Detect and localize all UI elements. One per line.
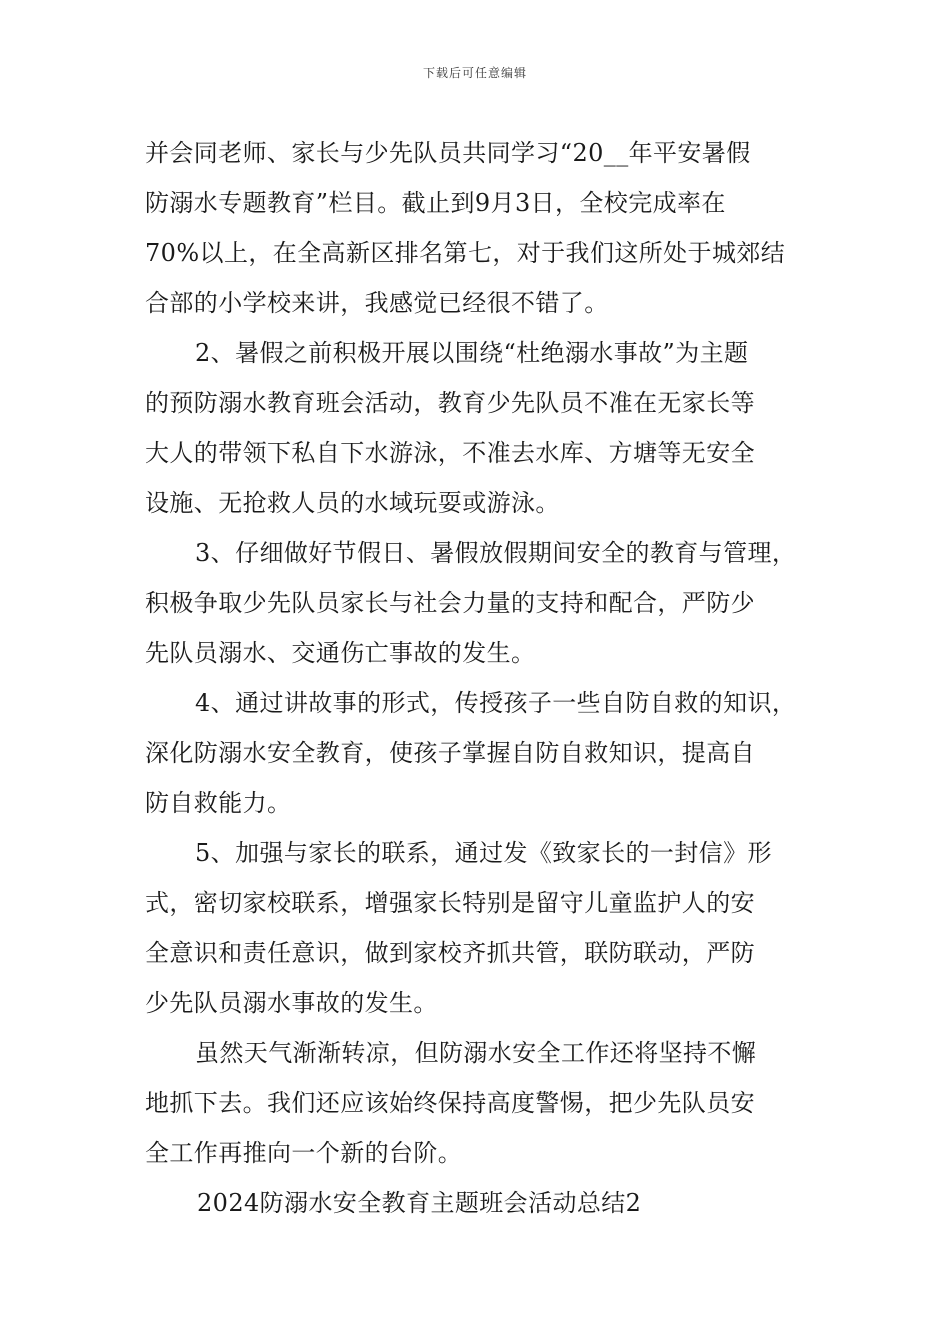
- text-line: 深化防溺水安全教育，使孩子掌握自防自救知识，提高自: [145, 739, 755, 767]
- document-body: [145, 128, 805, 1228]
- page-header: 下载后可任意编辑: [422, 66, 527, 80]
- text-line: 2、暑假之前积极开展以围绕“杜绝溺水事故”为主题: [195, 339, 749, 367]
- text-line: 先队员溺水、交通伤亡事故的发生。: [145, 639, 536, 667]
- text-line: 设施、无抢救人员的水域玩耍或游泳。: [145, 489, 560, 517]
- text-line: 防自救能力。: [145, 789, 292, 817]
- text-line: 全意识和责任意识，做到家校齐抓共管，联防联动，严防: [145, 939, 755, 967]
- paragraph: [145, 678, 805, 828]
- paragraph: [145, 1028, 805, 1178]
- text-line: 地抓下去。我们还应该始终保持高度警惕，把少先队员安: [145, 1089, 755, 1117]
- text-line: 防溺水专题教育”栏目。截止到9月3日，全校完成率在: [145, 189, 726, 217]
- text-line: 式，密切家校联系，增强家长特别是留守儿童监护人的安: [145, 889, 755, 917]
- text-line: 并会同老师、家长与少先队员共同学习“20__年平安暑假: [145, 139, 751, 167]
- text-line: 4、通过讲故事的形式，传授孩子一些自防自救的知识，: [195, 689, 797, 717]
- text-line: 虽然天气渐渐转凉，但防溺水安全工作还将坚持不懈: [195, 1039, 757, 1067]
- text-line: 积极争取少先队员家长与社会力量的支持和配合，严防少: [145, 589, 755, 617]
- section-title: 2024防溺水安全教育主题班会活动总结2: [197, 1189, 642, 1217]
- text-line: 全工作再推向一个新的台阶。: [145, 1139, 463, 1167]
- text-line: 5、加强与家长的联系，通过发《致家长的一封信》形: [195, 839, 772, 867]
- text-line: 大人的带领下私自下水游泳，不准去水库、方塘等无安全: [145, 439, 755, 467]
- paragraph: [145, 328, 805, 528]
- text-line: 的预防溺水教育班会活动，教育少先队员不准在无家长等: [145, 389, 755, 417]
- text-line: 合部的小学校来讲，我感觉已经很不错了。: [145, 289, 609, 317]
- text-line: 3、仔细做好节假日、暑假放假期间安全的教育与管理，: [195, 539, 797, 567]
- text-line: 少先队员溺水事故的发生。: [145, 989, 438, 1017]
- paragraph: [145, 828, 805, 1028]
- paragraph: [145, 528, 805, 678]
- paragraph: [145, 128, 805, 328]
- text-line: 70%以上，在全高新区排名第七，对于我们这所处于城郊结: [145, 239, 786, 267]
